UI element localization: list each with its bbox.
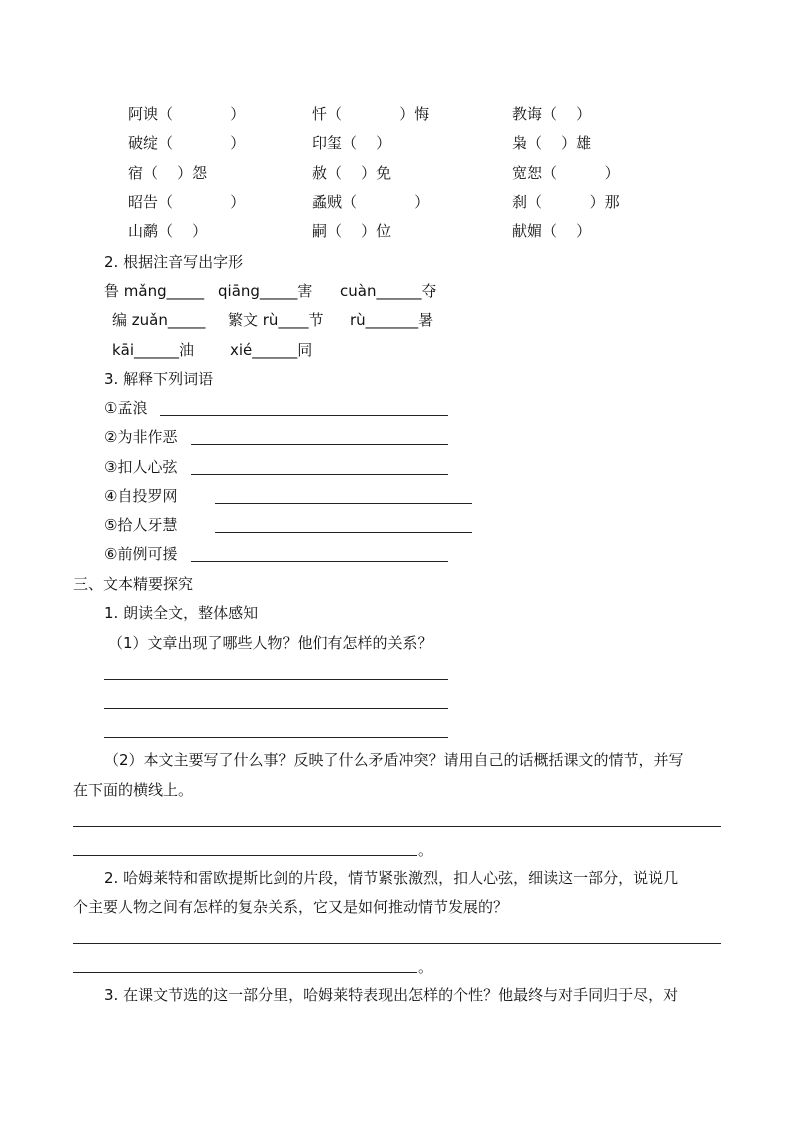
term-label: ⑤拾人牙慧 [104, 516, 178, 534]
question-text: （1）文章出现了哪些人物？他们有怎样的关系？ [108, 634, 433, 652]
pinyin-item: 鲁 mǎng_____ [104, 282, 205, 300]
term-label: ③扣人心弦 [104, 458, 178, 476]
term-label: ①孟浪 [104, 399, 148, 417]
answer-line[interactable] [73, 943, 721, 944]
word-item: 山鹬（ ） [128, 222, 208, 240]
pinyin-item: 编 zuǎn_____ [112, 311, 206, 329]
answer-line[interactable] [73, 855, 417, 856]
word-item: 刹（ ）那 [512, 193, 620, 211]
pinyin-item: cuàn______夺 [340, 282, 437, 300]
answer-line[interactable] [104, 737, 448, 738]
word-item: 宽恕（ ） [512, 164, 620, 182]
question-3-title: 3. 解释下列词语 [104, 370, 214, 388]
word-item: 忏（ ）悔 [312, 105, 430, 123]
answer-line[interactable] [104, 708, 448, 709]
answer-line[interactable] [104, 679, 448, 680]
word-item: 阿谀（ ） [128, 105, 246, 123]
answer-line[interactable] [215, 532, 472, 533]
word-item: 宿（ ）怨 [128, 164, 208, 182]
word-item: 蟊贼（ ） [312, 193, 430, 211]
question-text: 3. 在课文节选的这一部分里，哈姆莱特表现出怎样的个性？他最终与对手同归于尽，对 [104, 986, 679, 1004]
answer-line[interactable] [215, 503, 472, 504]
question-text: 在下面的横线上。 [73, 781, 194, 799]
word-item: 印玺（ ） [312, 134, 392, 152]
word-item: 昭告（ ） [128, 193, 246, 211]
question-2-title: 2. 根据注音写出字形 [104, 253, 244, 271]
question-text: （2）本文主要写了什么事？反映了什么矛盾冲突？请用自己的话概括课文的情节，并写 [104, 751, 684, 769]
section-title: 三、文本精要探究 [73, 575, 194, 593]
word-item: 赦（ ）免 [312, 164, 392, 182]
term-label: ②为非作恶 [104, 428, 178, 446]
pinyin-item: xié______同 [230, 341, 313, 359]
term-label: ④自投罗网 [104, 487, 178, 505]
answer-line[interactable] [160, 415, 448, 416]
word-item: 嗣（ ）位 [312, 222, 392, 240]
question-text: 2. 哈姆莱特和雷欧提斯比剑的片段，情节紧张激烈，扣人心弦，细读这一部分，说说几 [104, 869, 679, 887]
word-item: 破绽（ ） [128, 134, 246, 152]
word-item: 教诲（ ） [512, 105, 592, 123]
pinyin-item: qiāng_____害 [218, 282, 313, 300]
pinyin-item: kāi______油 [112, 341, 195, 359]
subsection-title: 1. 朗读全文，整体感知 [104, 604, 259, 622]
pinyin-item: rù_______暑 [350, 311, 434, 329]
term-label: ⑥前例可援 [104, 545, 178, 563]
period-mark: 。 [418, 841, 434, 859]
word-item: 献媚（ ） [512, 222, 592, 240]
word-item: 枭（ ）雄 [512, 134, 592, 152]
period-mark: 。 [418, 958, 434, 976]
answer-line[interactable] [191, 561, 448, 562]
pinyin-item: 繁文 rù____节 [228, 311, 324, 329]
answer-line[interactable] [73, 826, 721, 827]
answer-line[interactable] [73, 972, 417, 973]
question-text: 个主要人物之间有怎样的复杂关系，它又是如何推动情节发展的？ [73, 898, 509, 916]
answer-line[interactable] [191, 444, 448, 445]
answer-line[interactable] [191, 474, 448, 475]
